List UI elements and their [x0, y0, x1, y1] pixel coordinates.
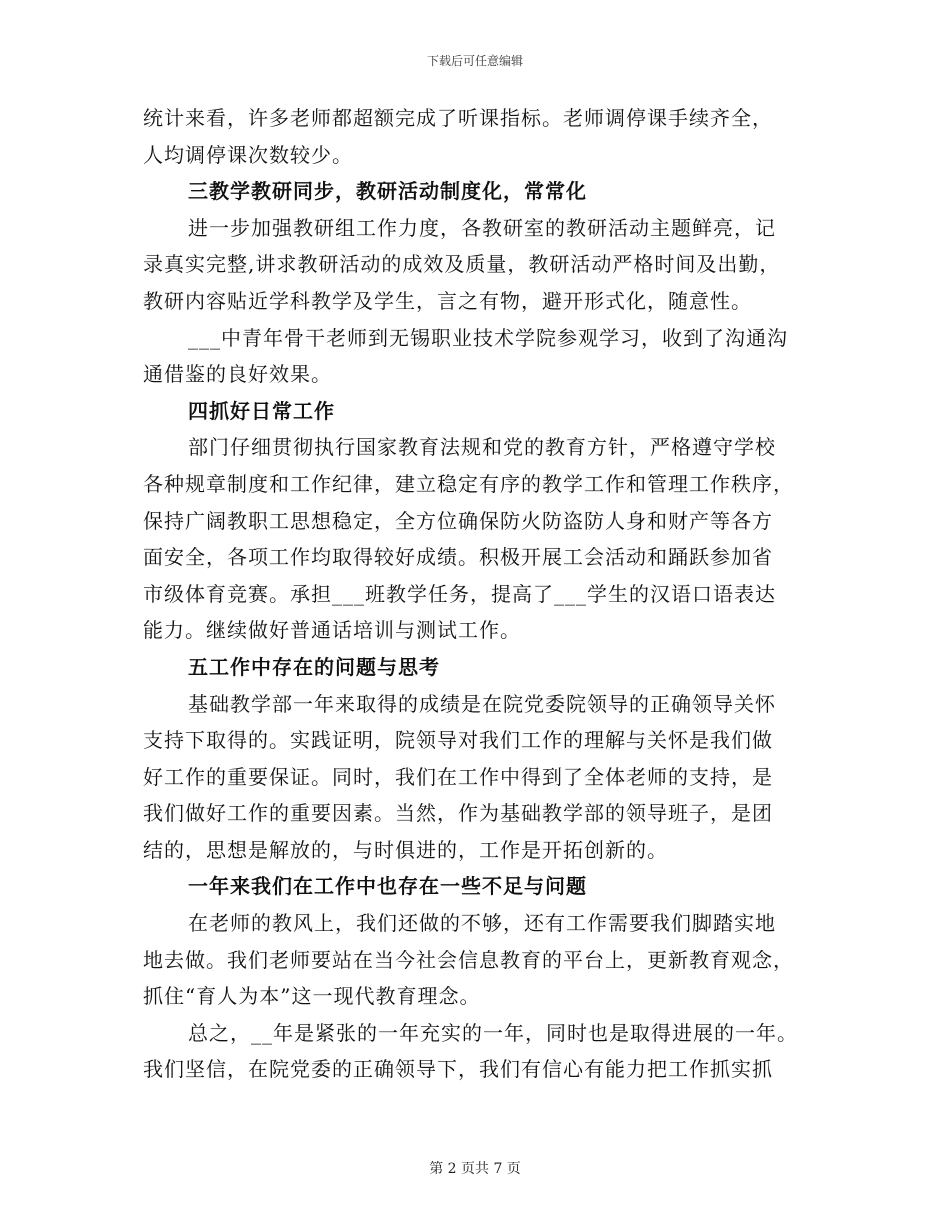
- paragraph-line: 人均调停课次数较少。: [143, 142, 353, 167]
- page-footer: 第 2 页共 7 页: [429, 1161, 521, 1177]
- paragraph-line: 保持广阔教职工思想稳定，全方位确保防火防盗防人身和财产等各方: [143, 508, 773, 533]
- section-heading: 一年来我们在工作中也存在一些不足与问题: [188, 874, 587, 899]
- paragraph-line: 通借鉴的良好效果。: [143, 362, 332, 387]
- section-heading: 三教学教研同步，教研活动制度化，常常化: [188, 179, 587, 204]
- section-heading: 四抓好日常工作: [188, 398, 335, 423]
- paragraph-line: 市级体育竞赛。承担___班教学任务，提高了___学生的汉语口语表达: [143, 581, 776, 606]
- paragraph-line: 进一步加强教研组工作力度，各教研室的教研活动主题鲜亮，记: [188, 215, 776, 240]
- section-heading: 五工作中存在的问题与思考: [188, 654, 440, 679]
- paragraph-line: 在老师的教风上，我们还做的不够，还有工作需要我们脚踏实地: [188, 911, 776, 936]
- paragraph-line: 统计来看，许多老师都超额完成了听课指标。老师调停课手续齐全，: [143, 106, 773, 130]
- page-header: 下载后可任意编辑: [426, 54, 523, 68]
- document-body: [143, 100, 815, 1088]
- paragraph-line: 结的，思想是解放的，与时俱进的，工作是开拓创新的。: [143, 837, 668, 862]
- paragraph-line: 地去做。我们老师要站在当今社会信息教育的平台上，更新教育观念，: [143, 947, 794, 972]
- paragraph-line: 我们做好工作的重要因素。当然，作为基础教学部的领导班子，是团: [143, 801, 773, 826]
- paragraph-line: 教研内容贴近学科教学及学生，言之有物，避开形式化，随意性。: [143, 288, 752, 313]
- paragraph-line: 各种规章制度和工作纪律，建立稳定有序的教学工作和管理工作秩序，: [143, 471, 794, 496]
- paragraph-line: 抓住“育人为本”这一现代教育理念。: [143, 984, 481, 1009]
- paragraph-line: 面安全，各项工作均取得较好成绩。积极开展工会活动和踊跃参加省: [143, 545, 773, 570]
- paragraph-line: 基础教学部一年来取得的成绩是在院党委院领导的正确领导关怀: [188, 691, 776, 716]
- paragraph-line: 总之，__年是紧张的一年充实的一年，同时也是取得进展的一年。: [188, 1020, 798, 1045]
- paragraph-line: 部门仔细贯彻执行国家教育法规和党的教育方针，严格遵守学校: [188, 435, 776, 460]
- paragraph-line: 支持下取得的。实践证明，院领导对我们工作的理解与关怀是我们做: [143, 728, 773, 753]
- paragraph-line: 录真实完整,讲求教研活动的成效及质量，教研活动严格时间及出勤，: [143, 252, 781, 277]
- paragraph-line: 能力。继续做好普通话培训与测试工作。: [143, 618, 521, 643]
- paragraph-line: 好工作的重要保证。同时，我们在工作中得到了全体老师的支持，是: [143, 764, 773, 789]
- paragraph-line: ___中青年骨干老师到无锡职业技术学院参观学习，收到了沟通沟: [188, 325, 788, 350]
- paragraph-line: 我们坚信，在院党委的正确领导下，我们有信心有能力把工作抓实抓: [143, 1057, 773, 1082]
